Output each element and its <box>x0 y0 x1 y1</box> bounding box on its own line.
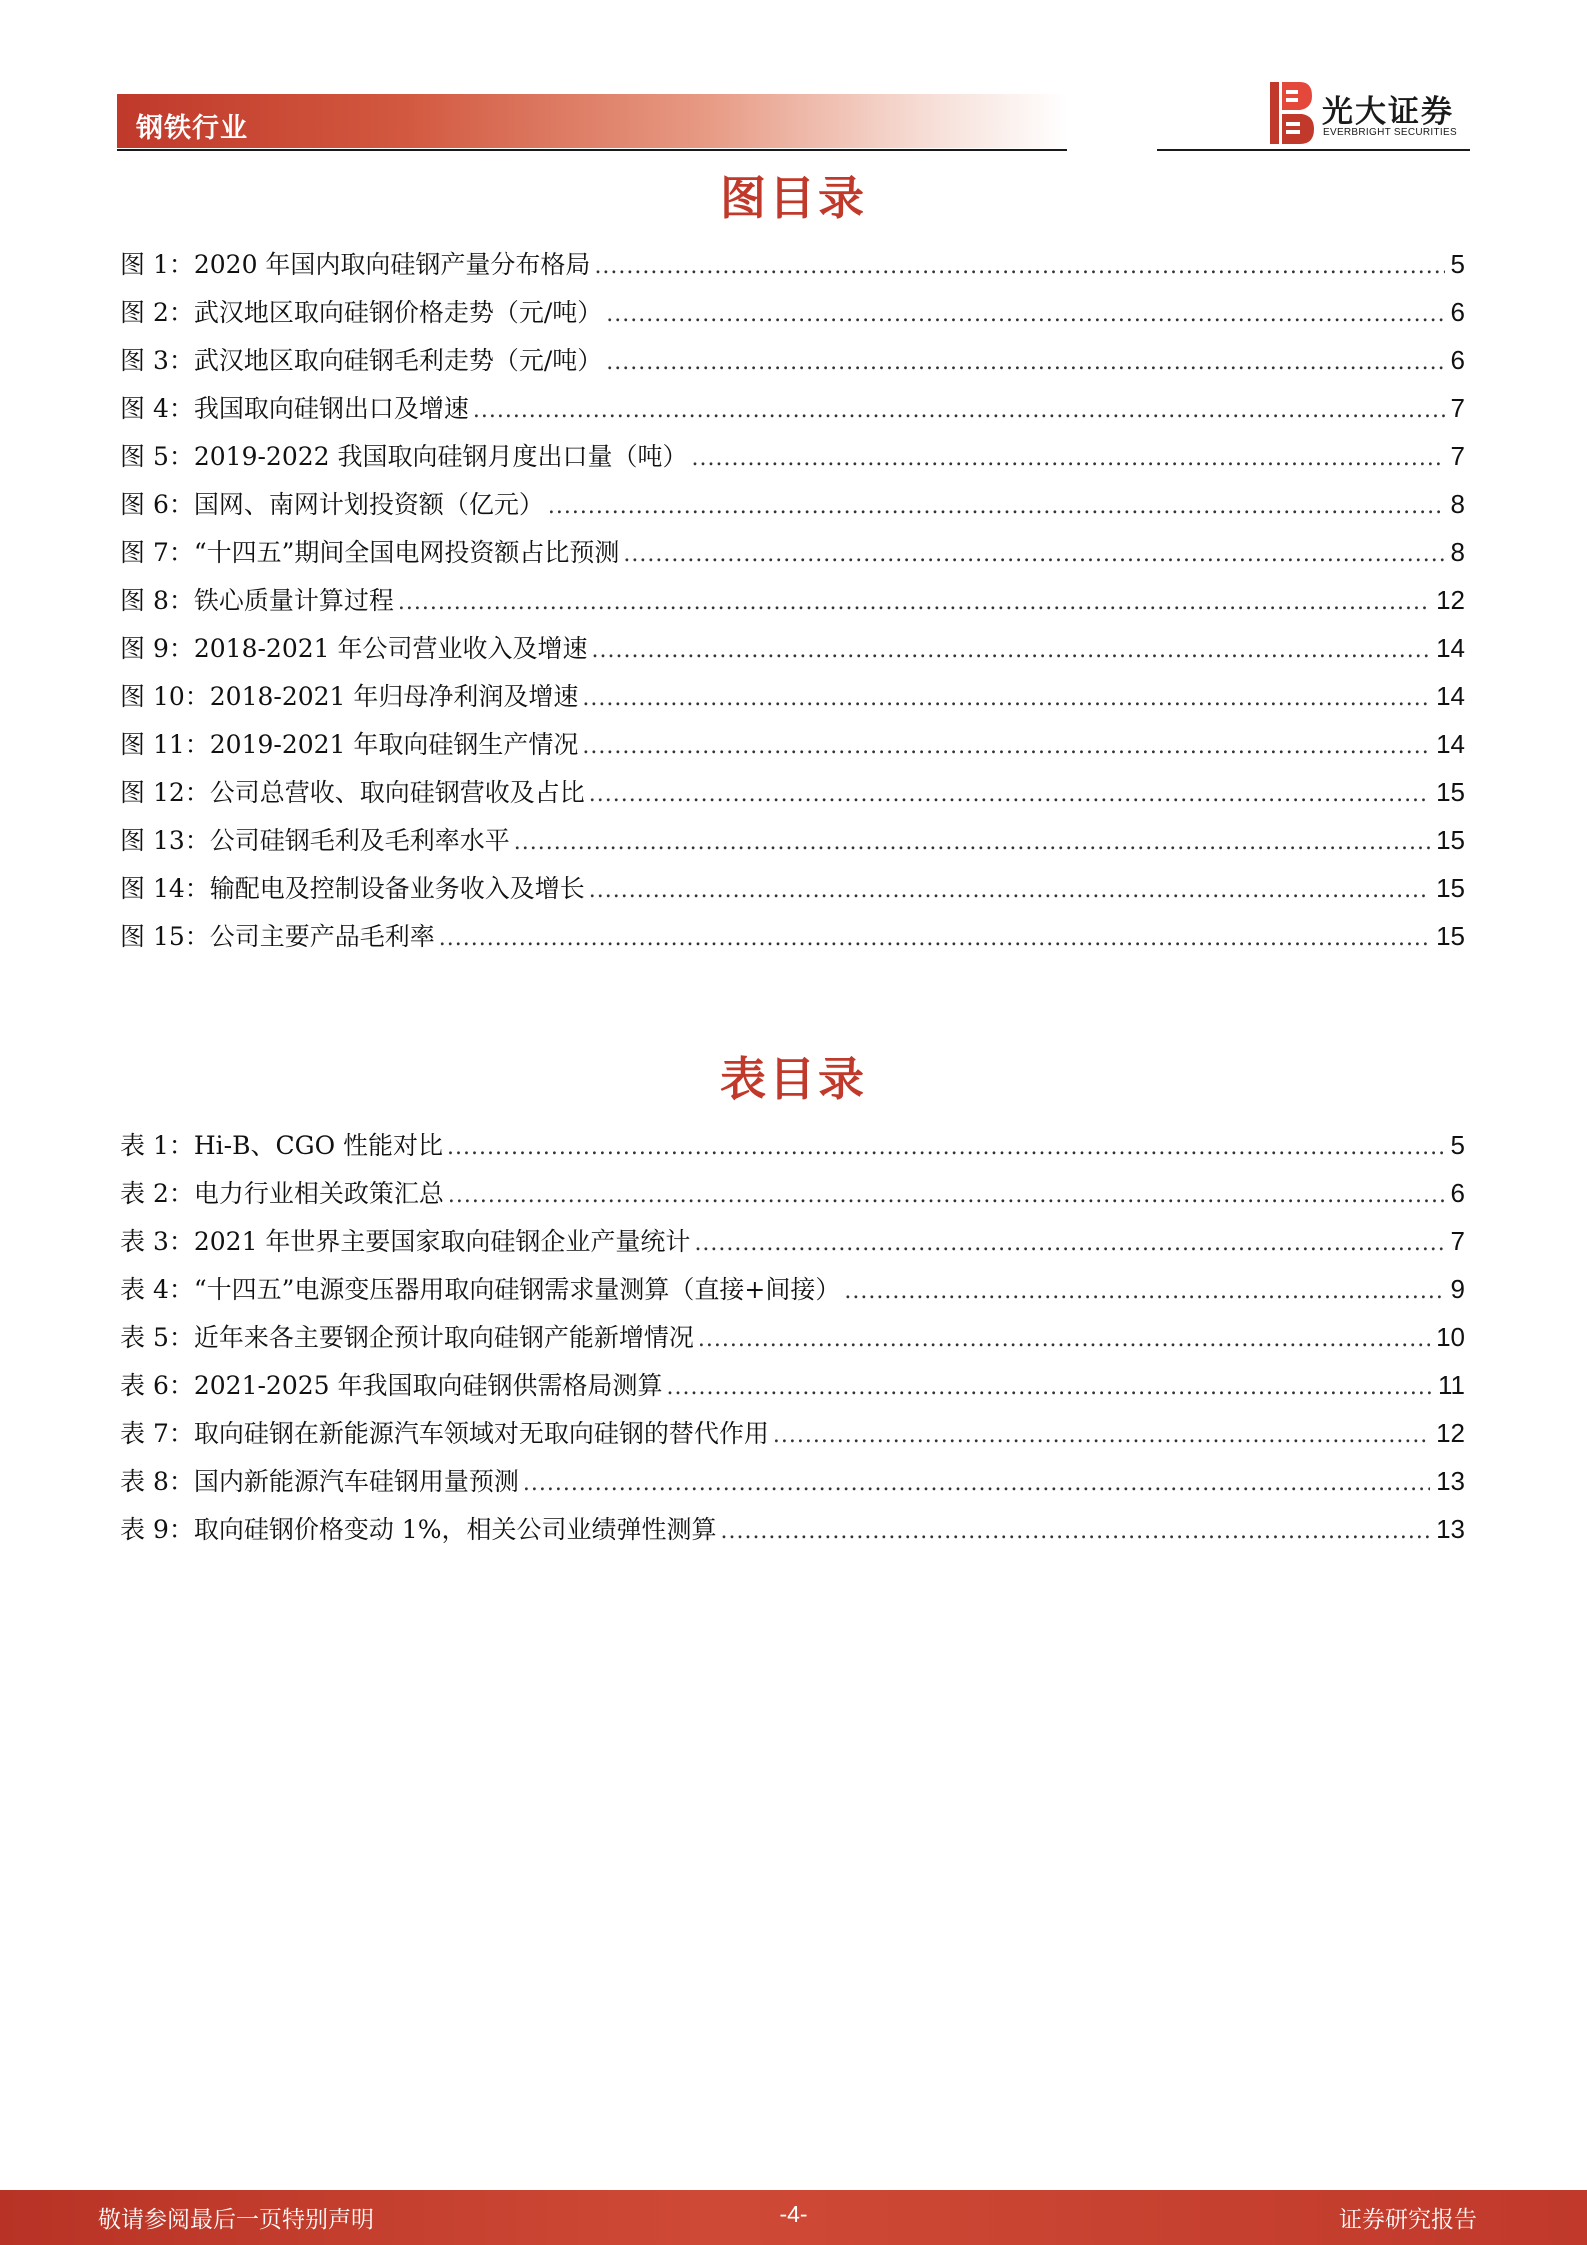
toc-entry[interactable] <box>120 336 1465 384</box>
page-number: -4- <box>779 2201 808 2227</box>
toc-leader-dots <box>589 867 1430 915</box>
toc-entry[interactable] <box>120 1409 1465 1457</box>
tables-toc-title: 表目录 <box>720 1052 867 1106</box>
toc-entry-page: 14 <box>1436 633 1465 663</box>
toc-entry-page: 8 <box>1450 489 1465 519</box>
toc-leader-dots <box>694 1220 1444 1268</box>
toc-entry[interactable] <box>120 480 1465 528</box>
toc-entry-page: 6 <box>1450 345 1465 375</box>
toc-leader-dots <box>623 531 1444 579</box>
toc-leader-dots <box>473 387 1445 435</box>
toc-leader-dots <box>773 1412 1430 1460</box>
toc-entry-page: 13 <box>1436 1514 1465 1544</box>
toc-entry-page: 6 <box>1450 297 1465 327</box>
header-band <box>117 94 1067 148</box>
toc-entry-title: 表 8：国内新能源汽车硅钢用量预测 <box>120 1467 519 1496</box>
footer-disclaimer: 敬请参阅最后一页特别声明 <box>98 2207 374 2233</box>
toc-leader-dots <box>606 339 1444 387</box>
toc-leader-dots <box>548 483 1445 531</box>
toc-entry[interactable] <box>120 1265 1465 1313</box>
toc-leader-dots <box>606 291 1444 339</box>
toc-entry-page: 5 <box>1450 1130 1465 1160</box>
toc-leader-dots <box>523 1460 1430 1508</box>
figures-toc-list <box>120 240 1465 960</box>
toc-leader-dots <box>447 1124 1445 1172</box>
toc-entry-page: 7 <box>1450 441 1465 471</box>
toc-entry-title: 图 4：我国取向硅钢出口及增速 <box>120 394 469 423</box>
toc-entry[interactable] <box>120 816 1465 864</box>
everbright-logo-icon <box>1270 82 1314 144</box>
toc-entry-title: 图 15：公司主要产品毛利率 <box>120 922 435 951</box>
toc-entry[interactable] <box>120 912 1465 960</box>
toc-entry-title: 图 5：2019-2022 我国取向硅钢月度出口量（吨） <box>120 442 688 471</box>
toc-entry-page: 6 <box>1450 1178 1465 1208</box>
toc-entry-page: 15 <box>1436 825 1465 855</box>
header-divider <box>117 149 1470 151</box>
toc-leader-dots <box>720 1508 1430 1556</box>
toc-leader-dots <box>844 1268 1444 1316</box>
toc-entry-title: 图 7：“十四五”期间全国电网投资额占比预测 <box>120 538 620 567</box>
toc-entry-page: 12 <box>1436 1418 1465 1448</box>
toc-leader-dots <box>589 771 1430 819</box>
toc-entry-title: 图 14：输配电及控制设备业务收入及增长 <box>120 874 585 903</box>
toc-entry-title: 图 12：公司总营收、取向硅钢营收及占比 <box>120 778 585 807</box>
toc-entry-title: 图 3：武汉地区取向硅钢毛利走势（元/吨） <box>120 346 603 375</box>
toc-entry[interactable] <box>120 528 1465 576</box>
toc-entry[interactable] <box>120 672 1465 720</box>
toc-entry-title: 表 3：2021 年世界主要国家取向硅钢企业产量统计 <box>120 1227 691 1256</box>
toc-entry-title: 图 1：2020 年国内取向硅钢产量分布格局 <box>120 250 591 279</box>
toc-entry-title: 图 10：2018-2021 年归母净利润及增速 <box>120 682 579 711</box>
toc-entry-title: 图 8：铁心质量计算过程 <box>120 586 394 615</box>
toc-entry-page: 7 <box>1450 1226 1465 1256</box>
toc-leader-dots <box>439 915 1430 963</box>
toc-entry[interactable] <box>120 1361 1465 1409</box>
toc-leader-dots <box>448 1172 1445 1220</box>
toc-entry[interactable] <box>120 432 1465 480</box>
toc-entry-page: 15 <box>1436 921 1465 951</box>
toc-entry[interactable] <box>120 1457 1465 1505</box>
toc-entry-page: 15 <box>1436 873 1465 903</box>
toc-entry-title: 表 2：电力行业相关政策汇总 <box>120 1179 444 1208</box>
toc-leader-dots <box>594 243 1444 291</box>
toc-entry[interactable] <box>120 576 1465 624</box>
toc-entry-page: 7 <box>1450 393 1465 423</box>
toc-entry-title: 图 13：公司硅钢毛利及毛利率水平 <box>120 826 510 855</box>
toc-entry-page: 14 <box>1436 681 1465 711</box>
toc-entry[interactable] <box>120 1217 1465 1265</box>
toc-entry[interactable] <box>120 720 1465 768</box>
toc-entry-page: 14 <box>1436 729 1465 759</box>
everbright-logo <box>1270 82 1480 144</box>
toc-leader-dots <box>398 579 1430 627</box>
toc-entry[interactable] <box>120 288 1465 336</box>
toc-entry[interactable] <box>120 864 1465 912</box>
logo-english-name: EVERBRIGHT SECURITIES <box>1323 127 1457 138</box>
toc-leader-dots <box>698 1316 1430 1364</box>
toc-entry-title: 表 5：近年来各主要钢企预计取向硅钢产能新增情况 <box>120 1323 694 1352</box>
toc-entry-title: 图 2：武汉地区取向硅钢价格走势（元/吨） <box>120 298 603 327</box>
toc-leader-dots <box>582 723 1430 771</box>
toc-entry-page: 13 <box>1436 1466 1465 1496</box>
toc-entry-page: 11 <box>1438 1370 1465 1400</box>
toc-entry[interactable] <box>120 624 1465 672</box>
toc-entry[interactable] <box>120 1505 1465 1553</box>
toc-entry-title: 图 9：2018-2021 年公司营业收入及增速 <box>120 634 588 663</box>
toc-leader-dots <box>592 627 1431 675</box>
toc-entry[interactable] <box>120 384 1465 432</box>
toc-entry-title: 图 6：国网、南网计划投资额（亿元） <box>120 490 544 519</box>
toc-entry-title: 表 7：取向硅钢在新能源汽车领域对无取向硅钢的替代作用 <box>120 1419 769 1448</box>
toc-entry-title: 表 9：取向硅钢价格变动 1%，相关公司业绩弹性测算 <box>120 1515 717 1544</box>
toc-entry-title: 表 4：“十四五”电源变压器用取向硅钢需求量测算（直接+间接） <box>120 1275 841 1304</box>
toc-entry-title: 表 1：Hi-B、CGO 性能对比 <box>120 1131 444 1160</box>
toc-entry-title: 表 6：2021-2025 年我国取向硅钢供需格局测算 <box>120 1371 663 1400</box>
toc-entry-page: 5 <box>1450 249 1465 279</box>
toc-leader-dots <box>667 1364 1433 1412</box>
toc-entry-page: 8 <box>1450 537 1465 567</box>
figures-toc-title: 图目录 <box>720 171 867 225</box>
toc-entry[interactable] <box>120 1121 1465 1169</box>
toc-leader-dots <box>514 819 1430 867</box>
toc-entry[interactable] <box>120 240 1465 288</box>
toc-entry[interactable] <box>120 1169 1465 1217</box>
toc-entry[interactable] <box>120 1313 1465 1361</box>
logo-chinese-name: 光大证券 <box>1322 94 1454 130</box>
toc-entry[interactable] <box>120 768 1465 816</box>
industry-label: 钢铁行业 <box>136 113 248 144</box>
tables-toc-list <box>120 1121 1465 1553</box>
toc-entry-title: 图 11：2019-2021 年取向硅钢生产情况 <box>120 730 579 759</box>
toc-entry-page: 9 <box>1450 1274 1465 1304</box>
toc-entry-page: 15 <box>1436 777 1465 807</box>
toc-leader-dots <box>692 435 1445 483</box>
toc-entry-page: 10 <box>1436 1322 1465 1352</box>
toc-leader-dots <box>582 675 1430 723</box>
toc-entry-page: 12 <box>1436 585 1465 615</box>
report-type: 证券研究报告 <box>1339 2207 1477 2233</box>
